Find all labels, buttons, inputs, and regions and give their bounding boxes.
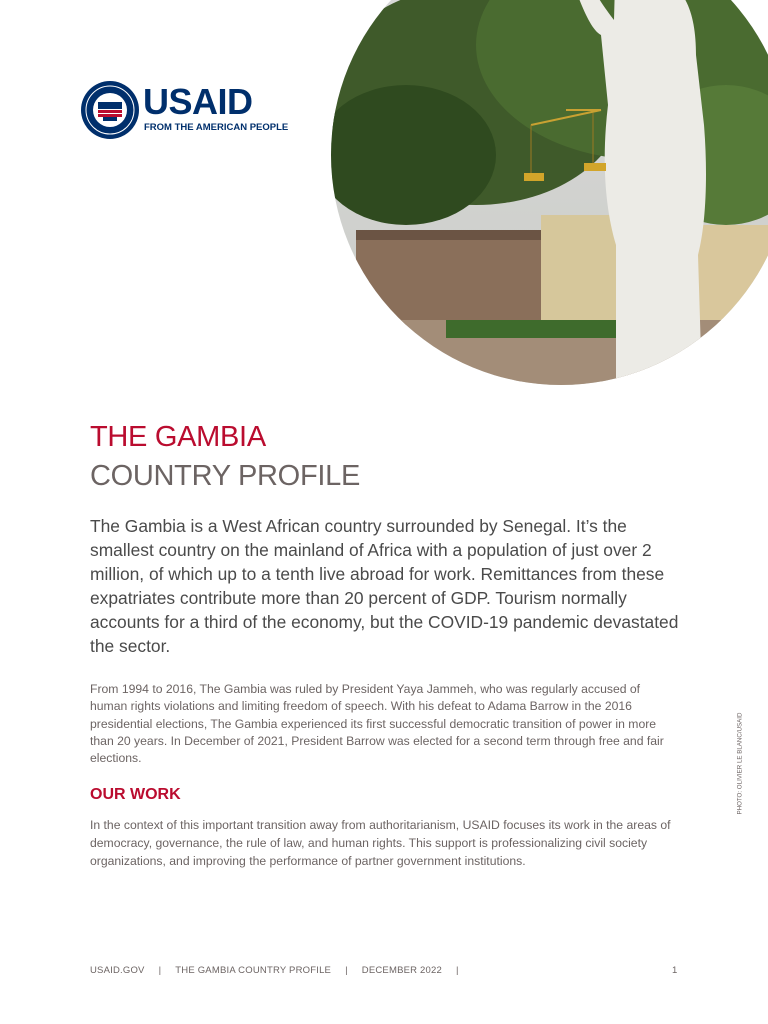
usaid-seal-icon: [80, 80, 140, 140]
footer-date: DECEMBER 2022: [361, 965, 442, 976]
usaid-logo: [80, 80, 289, 142]
profile-subtitle: COUNTRY PROFILE: [90, 460, 360, 492]
footer-site: USAID.GOV: [90, 965, 145, 976]
intro-paragraph: The Gambia is a West African country surrounded by Senegal. It’s the smallest country on the mainland of Africa with a population of just over 2 million, of which up to a tenth live abroad for work. Remittances from these expatriates contribute more than 20 percent of GDP. Tourism normally accounts for a third of the economy, but the COVID-19 pandemic devastated the sector.: [90, 516, 679, 656]
cover-photo: [326, 0, 768, 385]
photo-credit: PHOTO: OLIVIER LE BLANC/USAID: [736, 712, 744, 815]
country-title: THE GAMBIA: [90, 421, 266, 453]
footer-separator: |: [455, 965, 459, 976]
footer: [90, 965, 473, 976]
usaid-tagline: FROM THE AMERICAN PEOPLE: [144, 122, 289, 133]
history-paragraph: From 1994 to 2016, The Gambia was ruled by President Yaya Jammeh, who was regularly accused of human rights violations and limiting freedom of speech. With his defeat to Adama Barrow in the 2016 presidential elections, The Gambia experienced its first successful democratic transition of power in more than 20 years. In December of 2021, President Barrow was elected for a second term through free and fair elections.: [90, 682, 664, 766]
our-work-heading: OUR WORK: [90, 786, 181, 803]
footer-doc-title: THE GAMBIA COUNTRY PROFILE: [175, 965, 332, 976]
footer-separator: |: [158, 965, 162, 976]
footer-separator: |: [345, 965, 348, 976]
usaid-wordmark: USAID: [143, 81, 253, 122]
page-number: 1: [672, 965, 678, 976]
our-work-paragraph: In the context of this important transition away from authoritarianism, USAID focuses its work in the areas of democracy, governance, the rule of law, and human rights. This support is professionalizing civil society organizations, and improving the performance of partner government institutions.: [90, 818, 671, 868]
